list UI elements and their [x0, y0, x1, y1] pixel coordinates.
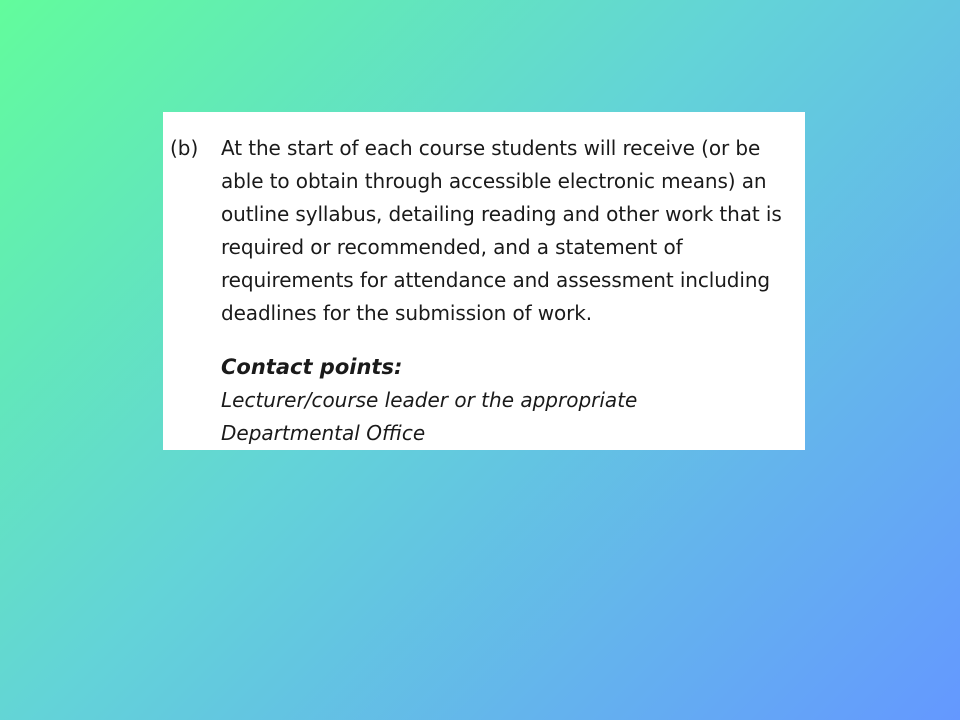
contact-points-heading: Contact points:	[221, 355, 403, 379]
clause-text	[221, 132, 799, 330]
clause-line: requirements for attendance and assessment including	[221, 268, 771, 292]
clause-line: able to obtain through accessible electronic means) an	[221, 169, 767, 193]
contact-points-section	[221, 351, 799, 450]
document-excerpt-panel	[163, 112, 805, 450]
clause-line: At the start of each course students will receive (or be	[221, 136, 761, 160]
clause-line: deadlines for the submission of work.	[221, 301, 593, 325]
contact-point-line: Departmental Office	[221, 421, 426, 445]
clause-label: (b)	[170, 136, 199, 160]
clause-line: outline syllabus, detailing reading and other work that is	[221, 202, 782, 226]
contact-point-line: Lecturer/course leader or the appropriate	[221, 388, 638, 412]
clause-line: required or recommended, and a statement of	[221, 235, 683, 259]
